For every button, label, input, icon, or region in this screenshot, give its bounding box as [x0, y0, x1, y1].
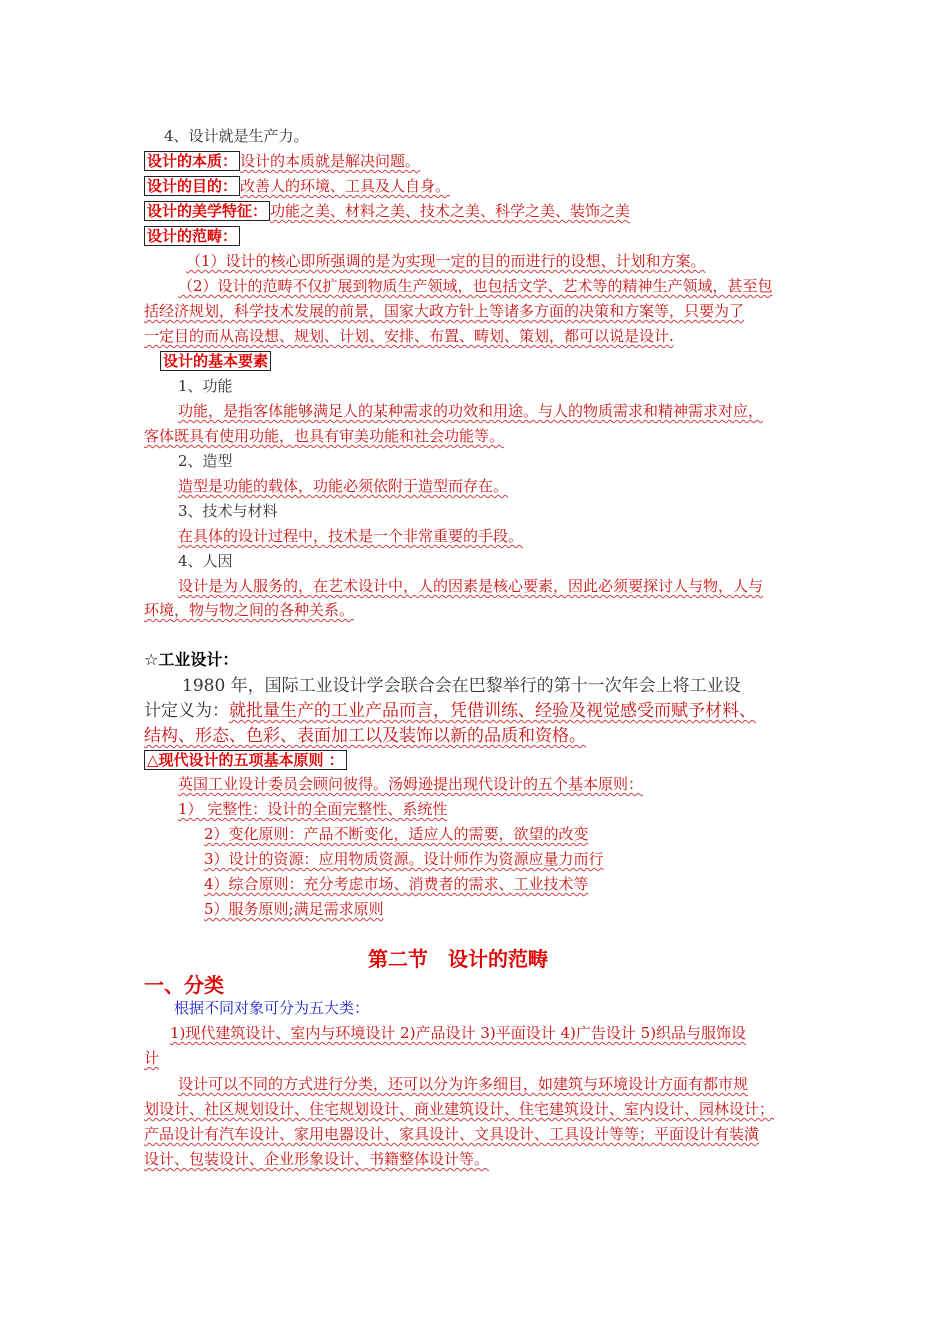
- element-1-title: 1、功能: [178, 377, 233, 395]
- categories-intro: 根据不同对象可分为五大类：: [174, 999, 370, 1017]
- scope-para-2-line-2: 括经济规划，科学技术发展的前景，国家大政方针上等诸多方面的决策和方案等，只要为了: [144, 302, 745, 320]
- principle-3: 3）设计的资源：应用物质资源。设计师作为资源应量力而行: [204, 850, 604, 868]
- purpose-row: [144, 176, 450, 196]
- element-1-line-2: 客体既具有使用功能，也具有审美功能和社会功能等。: [144, 427, 505, 445]
- principles-label: △现代设计的五项基本原则 ：: [144, 750, 347, 770]
- element-3-text: 在具体的设计过程中，技术是一个非常重要的手段。: [178, 527, 524, 545]
- detail-line-3: 产品设计有汽车设计、家用电器设计、家具设计、文具设计、工具设计等等；平面设计有装潢: [144, 1125, 760, 1143]
- scope-row: [144, 226, 240, 246]
- elements-label: 设计的基本要素: [160, 351, 271, 371]
- categories-line-1: 1)现代建筑设计、室内与环境设计 2)产品设计 3)平面设计 4)广告设计 5)织品与服饰设: [170, 1024, 747, 1042]
- detail-line-2: 划设计、社区规划设计、住宅规划设计、商业建筑设计、住宅建筑设计、室内设计、园林设计；: [144, 1100, 775, 1118]
- scope-para-1: （1）设计的核心即所强调的是为实现一定的目的而进行的设想、计划和方案。: [186, 252, 706, 270]
- industrial-line-2-definition: 就批量生产的工业产品而言，凭借训练、经验及视觉感受而赋予材料、: [229, 701, 756, 721]
- categories-line-2: 计: [144, 1049, 160, 1067]
- aesthetic-label: 设计的美学特征：: [144, 201, 270, 221]
- scope-para-2-line-1: （2）设计的范畴不仅扩展到物质生产领域，也包括文学、艺术等的精神生产领域，甚至包: [178, 277, 773, 295]
- item-productivity: 4、设计就是生产力。: [164, 127, 309, 145]
- essence-row: [144, 151, 420, 171]
- essence-text: 设计的本质就是解决问题。: [240, 152, 421, 170]
- industrial-line-1: 1980 年，国际工业设计学会联合会在巴黎举行的第十一次年会上将工业设: [182, 676, 741, 696]
- elements-row: [160, 351, 271, 371]
- detail-line-1: 设计可以不同的方式进行分类，还可以分为许多细目，如建筑与环境设计方面有都市规: [178, 1075, 749, 1093]
- principle-2: 2）变化原则：产品不断变化，适应人的需要，欲望的改变: [204, 825, 589, 843]
- element-3-title: 3、技术与材料: [178, 502, 278, 520]
- industrial-line-2: [144, 699, 756, 723]
- element-2-text: 造型是功能的载体，功能必须依附于造型而存在。: [178, 477, 509, 495]
- element-1-line-1: 功能，是指客体能够满足人的某种需求的功效和用途。与人的物质需求和精神需求对应，: [178, 402, 764, 420]
- aesthetic-text: 功能之美、材料之美、技术之美、科学之美、装饰之美: [270, 202, 631, 220]
- element-2-title: 2、造型: [178, 452, 233, 470]
- principle-1: 1） 完整性：设计的全面完整性、系统性: [178, 800, 448, 818]
- element-4-title: 4、人因: [178, 552, 233, 570]
- principle-4: 4）综合原则：充分考虑市场、消费者的需求、工业技术等: [204, 875, 589, 893]
- industrial-line-2-prefix: 计定义为：: [144, 701, 229, 721]
- principles-row: [144, 750, 347, 770]
- element-4-line-1: 设计是为人服务的，在艺术设计中，人的因素是核心要素，因此必须要探讨人与物，人与: [178, 577, 764, 595]
- industrial-line-3: 结构、形态、色彩、表面加工以及装饰以新的品质和资格。: [144, 726, 586, 746]
- industrial-heading: ☆工业设计：: [144, 650, 239, 669]
- section-2-subtitle: 一、分类: [144, 973, 224, 997]
- purpose-label: 设计的目的：: [144, 176, 240, 196]
- aesthetic-row: [144, 201, 630, 221]
- detail-line-4: 设计、包装设计、企业形象设计、书籍整体设计等。: [144, 1150, 490, 1168]
- section-2-title: 第二节 设计的范畴: [368, 947, 548, 971]
- element-4-line-2: 环境，物与物之间的各种关系。: [144, 601, 355, 619]
- scope-para-2-line-3: 一定目的而从高设想、规划、计划、安排、布置、畴划、策划，都可以说是设计.: [144, 327, 674, 345]
- principle-5: 5）服务原则;满足需求原则: [204, 900, 384, 918]
- scope-label: 设计的范畴：: [144, 226, 240, 246]
- purpose-text: 改善人的环境、工具及人自身。: [240, 177, 451, 195]
- principles-intro: 英国工业设计委员会顾问彼得。汤姆逊提出现代设计的五个基本原则：: [178, 775, 644, 793]
- essence-label: 设计的本质：: [144, 151, 240, 171]
